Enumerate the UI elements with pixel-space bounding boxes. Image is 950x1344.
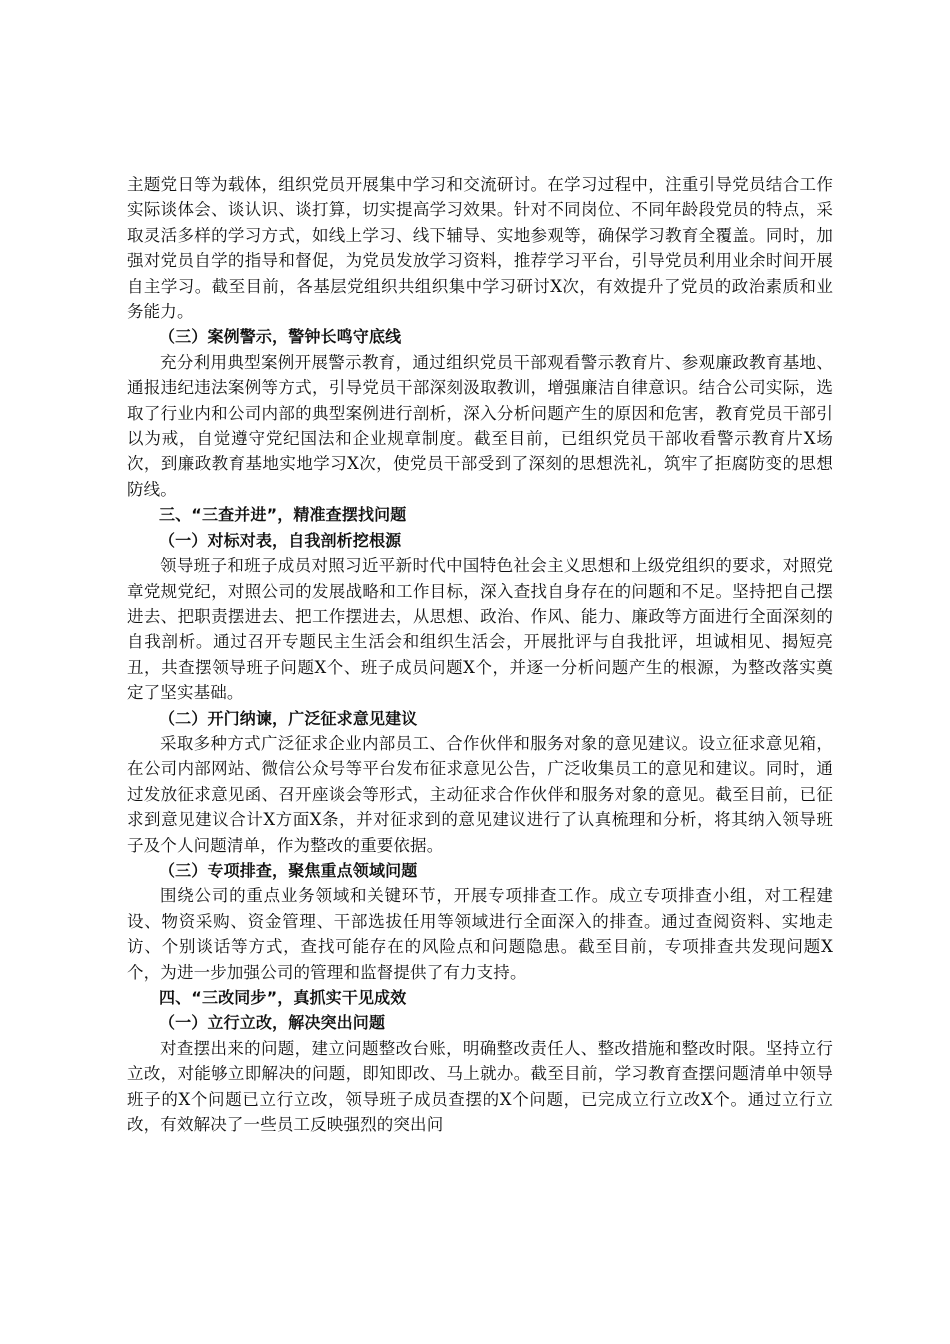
body-paragraph: 围绕公司的重点业务领域和关键环节，开展专项排查工作。成立专项排查小组，对工程建设、物资采购、资金管理、干部选拔任用等领域进行全面深入的排查。通过查阅资料、实地走访、个别谈话等方式，查找可能存在的风险点和问题隐患。截至目前，专项排查共发现问题X个，为进一步加强公司的管理和监督提供了有力支持。 — [127, 886, 833, 982]
section-heading: （二）开门纳谏，广泛征求意见建议 — [159, 708, 418, 728]
body-paragraph: 采取多种方式广泛征求企业内部员工、合作伙伴和服务对象的意见建议。设立征求意见箱，在公司内部网站、微信公众号等平台发布征求意见公告，广泛收集员工的意见和建议。同时，通过发放征求意见函、召开座谈会等形式，主动征求合作伙伴和服务对象的意见。截至目前，已征求到意见建议合计X方面X条，并对征求到的意见建议进行了认真梳理和分析，将其纳入领导班子及个人问题清单，作为整改的重要依据。 — [127, 733, 833, 855]
body-paragraph: 主题党日等为载体，组织党员开展集中学习和交流研讨。在学习过程中，注重引导党员结合工作实际谈体会、谈认识、谈打算，切实提高学习效果。针对不同岗位、不同年龄段党员的特点，采取灵活多样的学习方式，如线上学习、线下辅导、实地参观等，确保学习教育全覆盖。同时，加强对党员自学的指导和督促，为党员发放学习资料，推荐学习平台，引导党员利用业余时间开展自主学习。截至目前，各基层党组织共组织集中学习研讨X次，有效提升了党员的政治素质和业务能力。 — [127, 175, 833, 322]
section-heading: （一）立行立改，解决突出问题 — [159, 1013, 386, 1033]
document-page — [127, 172, 833, 1137]
section-heading: （一）对标对表，自我剖析挖根源 — [159, 530, 402, 550]
section-heading: 三、“三查并进”，精准查摆找问题 — [159, 505, 407, 525]
body-paragraph: 充分利用典型案例开展警示教育，通过组织党员干部观看警示教育片、参观廉政教育基地、通报违纪违法案例等方式，引导党员干部深刻汲取教训，增强廉洁自律意识。结合公司实际，选取了行业内和公司内部的典型案例进行剖析，深入分析问题产生的原因和危害，教育党员干部引以为戒，自觉遵守党纪国法和企业规章制度。截至目前，已组织党员干部收看警示教育片X场次，到廉政教育基地实地学习X次，使党员干部受到了深刻的思想洗礼，筑牢了拒腐防变的思想防线。 — [127, 352, 833, 499]
body-paragraph: 对查摆出来的问题，建立问题整改台账，明确整改责任人、整改措施和整改时限。坚持立行立改，对能够立即解决的问题，即知即改、马上就办。截至目前，学习教育查摆问题清单中领导班子的X个问题已立行立改，领导班子成员查摆的X个问题，已完成立行立改X个。通过立行立改，有效解决了一些员工反映强烈的突出问 — [127, 1038, 833, 1135]
section-heading: 四、“三改同步”，真抓实干见成效 — [159, 988, 407, 1007]
section-heading: （三）专项排查，聚焦重点领域问题 — [159, 860, 418, 880]
section-heading: （三）案例警示，警钟长鸣守底线 — [159, 327, 402, 347]
body-paragraph: 领导班子和班子成员对照习近平新时代中国特色社会主义思想和上级党组织的要求，对照党章党规党纪，对照公司的发展战略和工作目标，深入查找自身存在的问题和不足。坚持把自己摆进去、把职责摆进去、把工作摆进去，从思想、政治、作风、能力、廉政等方面进行全面深刻的自我剖析。通过召开专题民主生活会和组织生活会，开展批评与自我批评，坦诚相见、揭短亮丑，共查摆领导班子问题X个、班子成员问题X个，并逐一分析问题产生的根源，为整改落实奠定了坚实基础。 — [127, 556, 833, 703]
